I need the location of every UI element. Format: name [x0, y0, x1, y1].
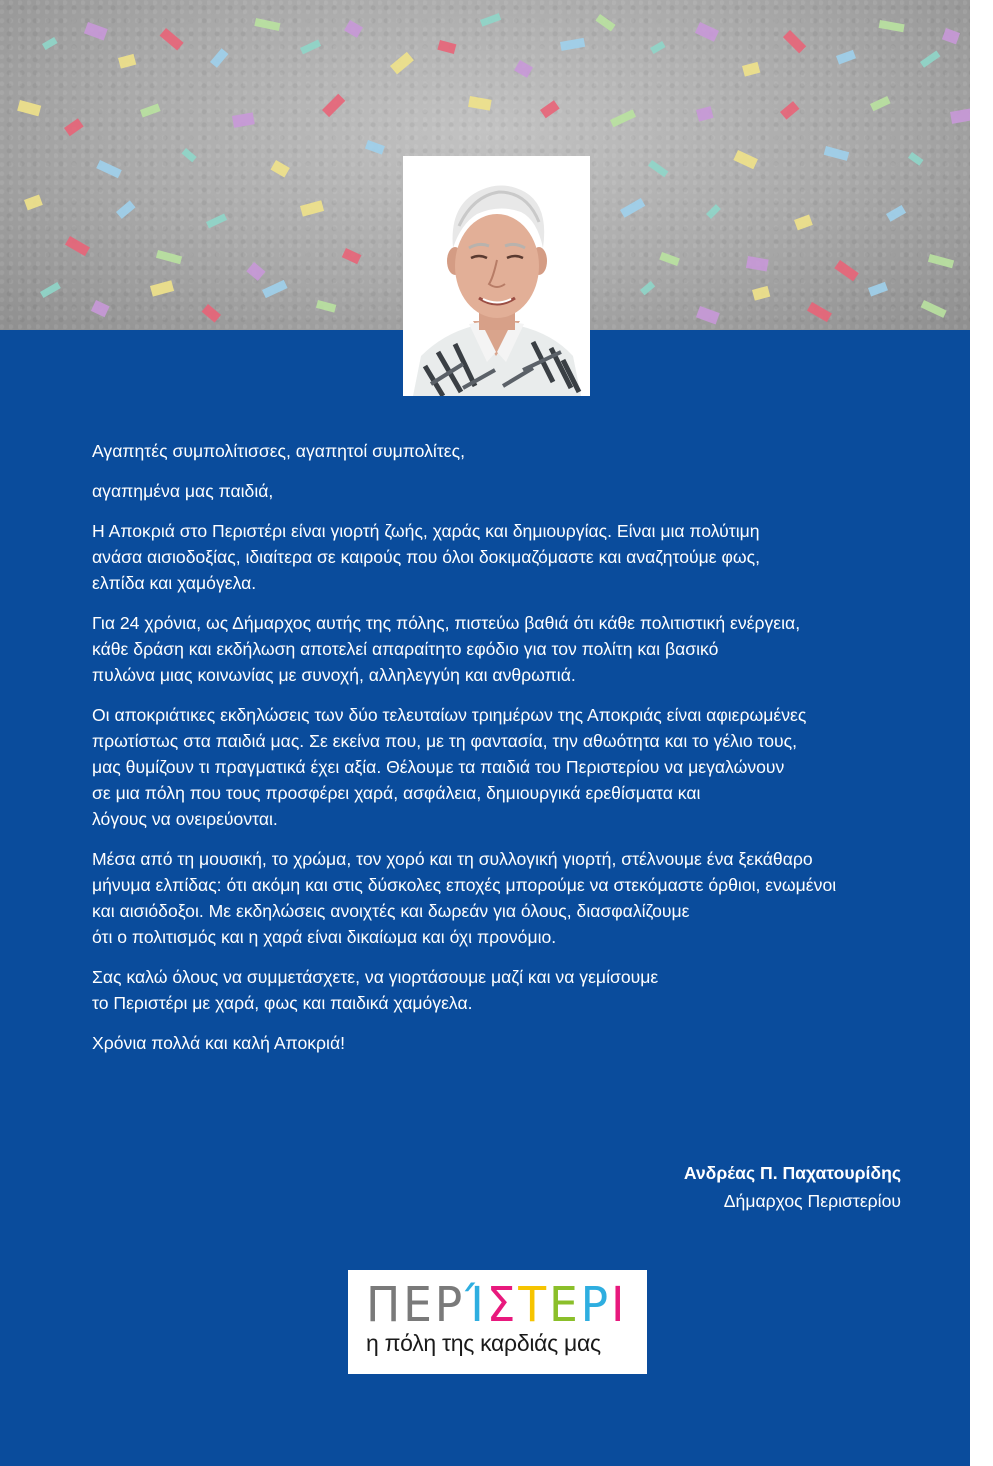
letter-closing: Χρόνια πολλά και καλή Αποκριά!	[92, 1033, 346, 1053]
logo-tagline: η πόλη της καρδιάς μας	[366, 1330, 601, 1356]
logo-letter: Τ	[518, 1277, 549, 1333]
logo-letter: Ε	[403, 1277, 435, 1333]
logo-letter: Ρ	[434, 1277, 466, 1333]
logo-letter: Σ	[486, 1277, 519, 1333]
peristeri-logo	[348, 1270, 647, 1374]
mayor-photo	[403, 156, 590, 396]
logo-wordmark	[366, 1277, 628, 1333]
logo-letter: Ι	[611, 1277, 628, 1333]
letter-paragraph: Η Αποκριά στο Περιστέρι είναι γιορτή ζωής, χαράς και δημιουργίας. Είναι μια πολύτιμη ανάσα αισιοδοξίας, ιδιαίτερα σε καιρούς που όλοι δοκιμαζόμαστε και αναζητούμε φως, ελπίδα και χαμόγελα.	[92, 521, 761, 593]
logo-letter: Π	[366, 1277, 404, 1333]
letter-paragraph: Για 24 χρόνια, ως Δήμαρχος αυτής της πόλης, πιστεύω βαθιά ότι κάθε πολιτιστική ενέργεια, κάθε δράση και εκδήλωση αποτελεί απαραίτητο εφόδιο για τον πολίτη και βασικό πυλώνα μιας κοινωνίας με συνοχή, αλληλεγγύη και ανθρωπιά.	[92, 613, 801, 685]
mayor-portrait-image	[403, 156, 590, 396]
letter-paragraph: Σας καλώ όλους να συμμετάσχετε, να γιορτάσουμε μαζί και να γεμίσουμε το Περιστέρι με χαρά, φως και παιδικά χαμόγελα.	[92, 967, 659, 1013]
letter-paragraph: Οι αποκριάτικες εκδηλώσεις των δύο τελευταίων τριημέρων της Αποκριάς είναι αφιερωμένες πρωτίστως στα παιδιά μας. Σε εκείνα που, με τη φαντασία, την αθωότητα και το γέλιο τους, μας θυμίζουν τι πραγματικά έχει αξία. Θέλουμε τα παιδιά του Περιστερίου να μεγαλώνουν σε μια πόλη που τους προσφέρει χαρά, ασφάλεια, δημιουργικά ερεθίσματα και λόγους να ονειρεύονται.	[92, 705, 807, 829]
signature-role: Δήμαρχος Περιστερίου	[723, 1191, 901, 1211]
logo-letter: Ί	[465, 1277, 487, 1333]
signature-block	[684, 1159, 901, 1215]
logo-letter: Ρ	[580, 1277, 612, 1333]
signature-name: Ανδρέας Π. Παχατουρίδης	[683, 1163, 901, 1183]
letter-paragraph: Μέσα από τη μουσική, το χρώμα, τον χορό και τη συλλογική γιορτή, στέλνουμε ένα ξεκάθαρο μήνυμα ελπίδας: ότι ακόμη και στις δύσκολες εποχές μπορούμε να στεκόμαστε όρθιοι, ενωμένοι και αισιόδοξοι. Με εκδηλώσεις ανοιχτές και δωρεάν για όλους, διασφαλίζουμε ότι ο πολιτισμός και η χαρά είναι δικαίωμα και όχι προνόμιο.	[92, 849, 837, 947]
letter-body	[92, 438, 912, 1070]
letter-greeting-children: αγαπημένα μας παιδιά,	[92, 481, 274, 501]
letter-greeting: Αγαπητές συμπολίτισσες, αγαπητοί συμπολίτες,	[92, 441, 465, 461]
logo-letter: Ε	[548, 1277, 581, 1333]
